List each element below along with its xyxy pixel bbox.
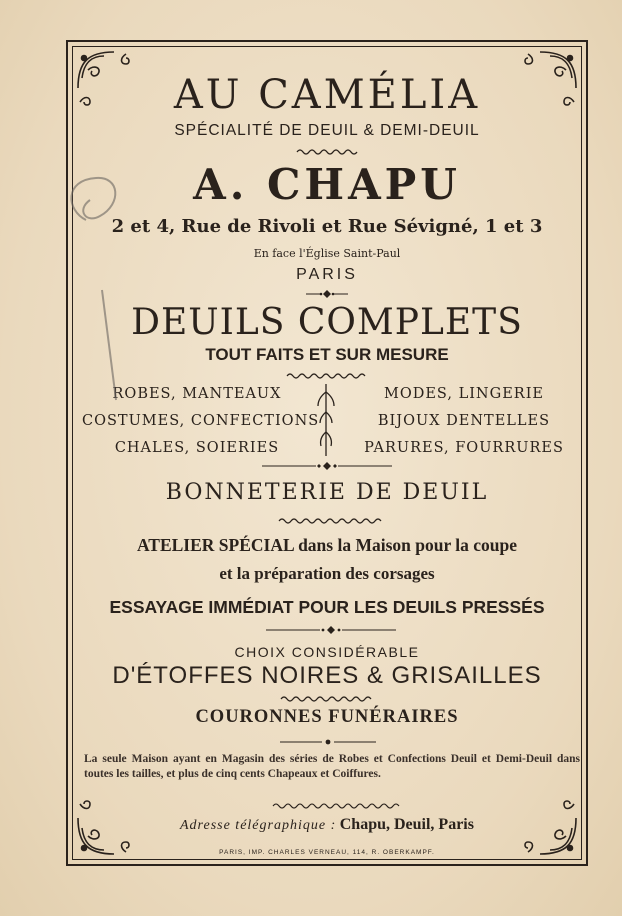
telegraph-value: Chapu, Deuil, Paris [339,816,474,833]
choix-line: CHOIX CONSIDÉRABLE [234,644,420,660]
couronnes-line: COURONNES FUNÉRAIRES [195,707,459,727]
diamond-rule-icon [280,738,376,746]
description-paragraph: La seule Maison ayant en Magasin des séries de Robes et Confections Deuil et Demi-Deuil dans toutes les tailles, et plus de cinq cents Chapeaux et Coiffures. [84,753,580,780]
shop-title: AU CAMÉLIA [173,72,481,118]
atelier-line-1: ATELIER SPÉCIAL dans la Maison pour la coupe [136,535,518,555]
etoffes-line: D'ÉTOFFES NOIRES & GRISAILLES [112,662,542,689]
list-item: COSTUMES, CONFECTIONS [82,413,320,429]
wave-rule-icon [278,517,382,525]
shop-landmark: En face l'Église Saint-Paul [253,247,401,260]
headline-sub: TOUT FAITS ET SUR MESURE [205,345,449,364]
left-product-column [82,381,320,462]
list-item: ROBES, MANTEAUX [112,386,282,402]
wave-rule-icon [296,148,358,156]
list-item: CHALES, SOIERIES [114,440,280,456]
diamond-rule-icon [266,626,396,634]
list-item: MODES, LINGERIE [383,386,545,402]
wave-rule-icon [286,372,366,380]
telegraph-label: Adresse télégraphique : [180,818,337,833]
shop-subtitle: SPÉCIALITÉ DE DEUIL & DEMI-DEUIL [174,122,480,139]
shop-city: PARIS [296,266,358,283]
diamond-rule-icon [306,290,348,298]
bonneterie-heading: BONNETERIE DE DEUIL [165,480,489,505]
wave-rule-icon [280,695,372,703]
list-item: BIJOUX DENTELLES [377,413,551,429]
telegraph-address [76,816,578,834]
diamond-rule-icon [262,462,392,470]
headline: DEUILS COMPLETS [131,302,523,343]
feather-divider-icon [315,382,337,458]
atelier-line-2: et la préparation des corsages [219,564,435,583]
printer-credit: PARIS, IMP. CHARLES VERNEAU, 114, R. OBERKAMPF. [219,849,435,856]
wave-rule-icon [272,802,402,810]
right-product-column [346,381,582,462]
list-item: PARURES, FOURRURES [364,440,564,456]
essayage-line: ESSAYAGE IMMÉDIAT POUR LES DEUILS PRESSÉS [109,597,545,617]
shop-address: 2 et 4, Rue de Rivoli et Rue Sévigné, 1 et 3 [111,216,543,237]
proprietor-name: A. CHAPU [193,160,461,209]
